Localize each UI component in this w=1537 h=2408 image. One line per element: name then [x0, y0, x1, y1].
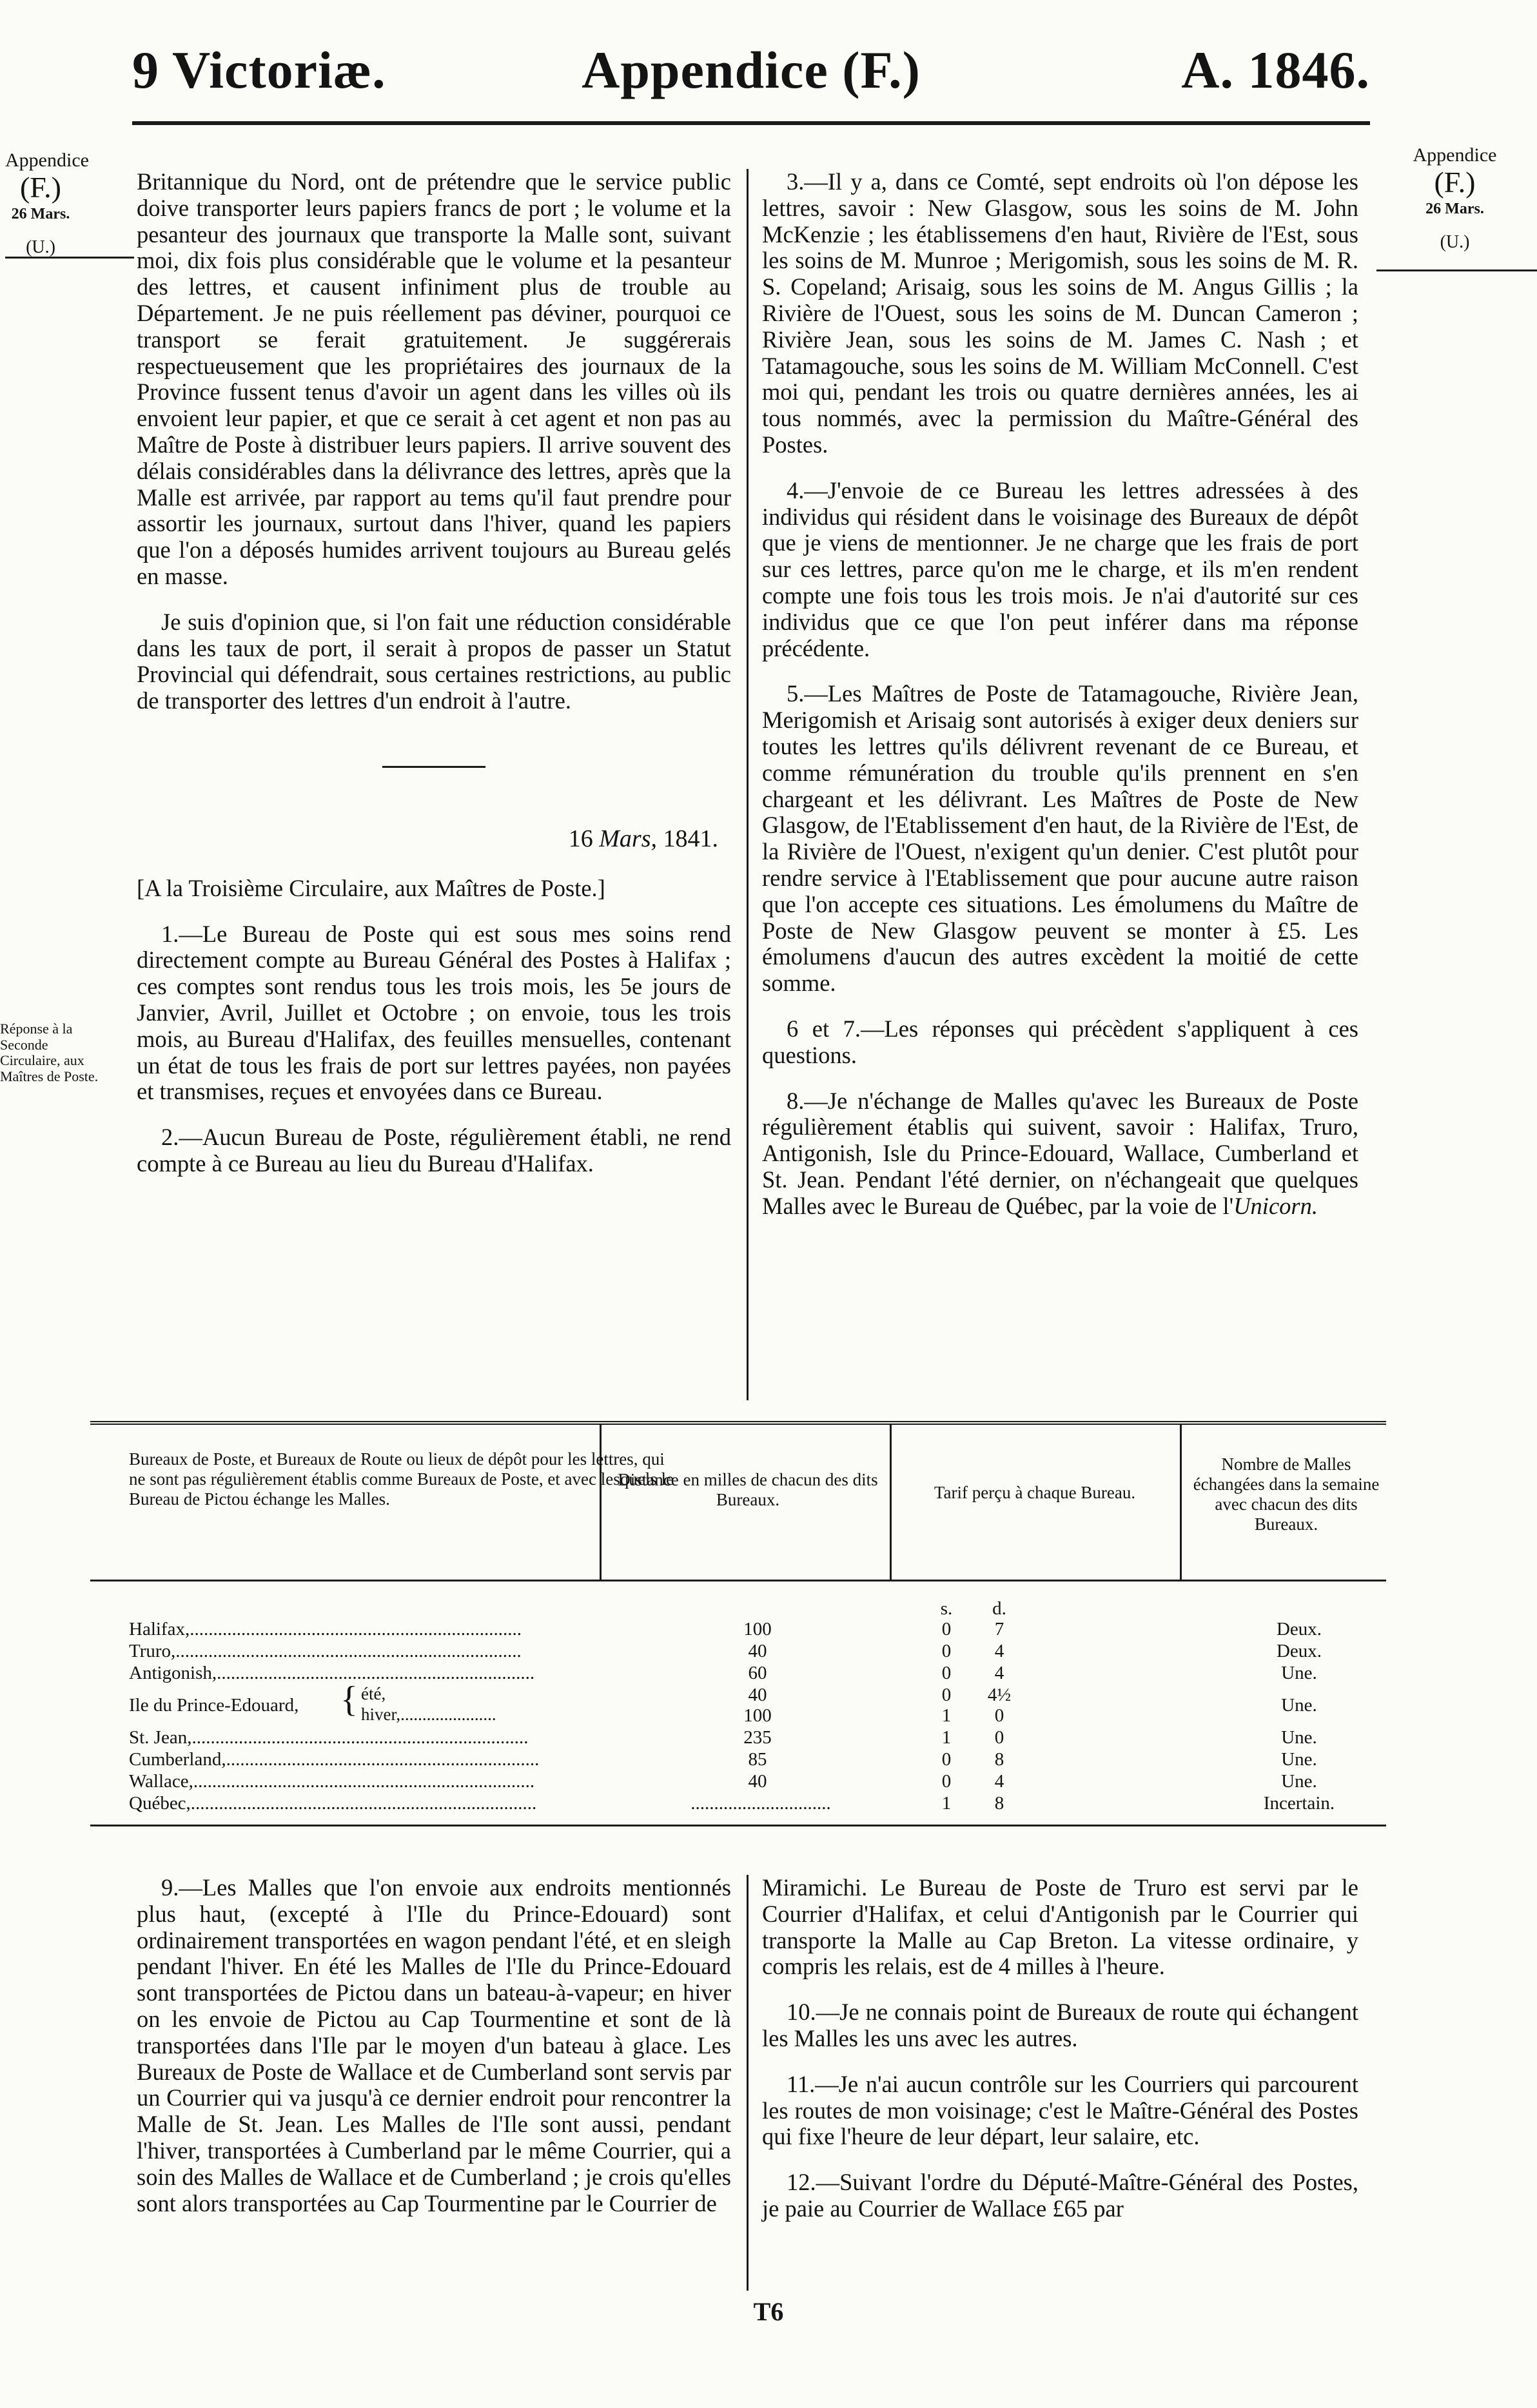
margin-right-rule [1376, 269, 1537, 271]
distance: 40 [748, 1771, 767, 1792]
paragraph: 11.—Je n'ai aucun contrôle sur les Courriers qui parcourent les routes de mon voisinage; c'est le Maître-Général des Postes qui fixe l'heure de leur départ, leur salaire, etc. [762, 2070, 1358, 2150]
season-summer: été, [361, 1684, 386, 1703]
margin-right-label: Appendice [1413, 144, 1497, 166]
table-row [90, 1662, 1386, 1684]
paragraph: 2.—Aucun Bureau de Poste, régulièrement établi, ne rend compte à ce Bureau au lieu du Bureau d'Halifax. [137, 1124, 731, 1177]
rate-shillings: 0 [941, 1663, 952, 1683]
distance: 40 [748, 1641, 767, 1661]
column-right-lower [762, 1875, 1358, 2242]
rate-pence: 8 [994, 1793, 1004, 1814]
paragraph: 1.—Le Bureau de Poste qui est sous mes soins rend directement compte au Bureau Général des Postes à Halifax ; ces comptes sont rendus tous les trois mois, les 5e jours de Janvier, Avril, Juillet et Octobre ; on envoie, tous les trois mois, au Bureau d'Halifax, des feuilles mensuelles, contenant un état de tous les frais de port sur lettres payées, non payées et transmises, reçues et envoyées dans ce Bureau. [137, 920, 731, 1105]
office-name: Truro,.......................................................................... [129, 1641, 522, 1661]
distance: 100 [743, 1705, 772, 1726]
date-day: 16 [568, 825, 600, 852]
header-rule [132, 121, 1370, 125]
header-title: Appendice (F.) [582, 41, 921, 99]
table-header-mails: Nombre de Malles échangées dans la semaine avec chacun des dits Bureaux. [1193, 1454, 1380, 1534]
distance: 100 [743, 1619, 772, 1640]
rate-shillings: 1 [941, 1705, 952, 1726]
table-bottom-rule [90, 1825, 1386, 1826]
rate-shillings: 1 [941, 1793, 952, 1814]
margin-left-rule [5, 257, 134, 259]
mails-per-week: Deux. [1276, 1619, 1322, 1640]
running-head [132, 40, 1370, 111]
table-row [90, 1770, 1386, 1792]
rate-shillings: 0 [941, 1619, 952, 1640]
table-row [90, 1705, 1386, 1727]
date-year: 1841. [657, 825, 718, 852]
rate-pence: 4 [994, 1663, 1004, 1683]
margin-left-letter: (U.) [26, 237, 55, 258]
mails-per-week: Une. [1281, 1771, 1317, 1792]
distance: .............................. [690, 1793, 831, 1814]
margin-right-date: 26 Mars. [1425, 200, 1484, 217]
table-row [90, 1792, 1386, 1814]
column-divider-lower [747, 1875, 749, 2291]
office-name: Québec,.......................................................................... [129, 1793, 537, 1814]
table-top-rule [90, 1421, 1386, 1425]
rate-pence: 8 [994, 1749, 1004, 1770]
table-header-rate: Tarif perçu à chaque Bureau. [934, 1483, 1136, 1502]
office-name: Cumberland,................................................................... [129, 1749, 540, 1770]
paragraph: Britannique du Nord, ont de prétendre que le service public doive transporter leurs papiers francs de port ; le volume et la pesanteur des journaux que transporte la Malle sont, suivant moi, dix fois plus considérable que le volume et la pesanteur des lettres, et causent infiniment plus de trouble au Département. Je ne puis réellement pas déviner, pourquoi ce transport se ferait gratuitement. Je suggérerais respectueusement que les propriétaires des journaux de la Province fussent tenus d'avoir un agent dans les villes où ils envoient leur papier, et que ce serait à cet agent et non pas au Maître de Poste à distribuer leurs papiers. Il arrive souvent des délais considérables dans la délivrance des lettres, après que la Malle est arrivée, par rapport au tems qu'il faut prendre pour assortir les journaux, surtout dans l'hiver, quand les papiers que l'on a déposés humides arrivent toujours au Bureau gelés en masse. [137, 168, 731, 589]
paragraph: 5.—Les Maîtres de Poste de Tatamagouche, Rivière Jean, Merigomish et Arisaig sont autorisés à exiger deux deniers sur toutes les lettres qu'ils délivrent revenant de ce Bureau, et comme rémunération du trouble qu'ils prennent en s'en chargeant et les délivrant. Les Maîtres de Poste de New Glasgow, de l'Etablissement d'en haut, de la Rivière de l'Est, de la Rivière de l'Ouest, n'exigent qu'un denier. C'est plutôt pour rendre service à l'Etablissement que pour aucune autre raison que l'on accepte ces situations. Les émolumens du Maître de Poste de New Glasgow peuvent se monter à £5. Les émolumens d'aucun des autres excèdent la moitié de cette somme. [762, 680, 1358, 997]
paragraph: 9.—Les Malles que l'on envoie aux endroits mentionnés plus haut, (excepté à l'Ile du Prince-Edouard) sont ordinairement transportées en wagon pendant l'été, et en sleigh pendant l'hiver. En été les Malles de l'Ile du Prince-Edouard sont transportées de Pictou dans un bateau-à-vapeur; en hiver on les envoie de Pictou au Cap Tourmentine et sont de là transportées dans l'Ile par le moyen d'un bateau à glace. Les Bureaux de Poste de Wallace et de Cumberland sont servis par un Courrier qui va jusqu'à ce dernier endroit pour rencontrer la Malle de St. Jean. Les Malles de l'Ile sont aussi, pendant l'hiver, transportées à Cumberland par le même Courrier, qui a soin des Malles de Wallace et de Cumberland ; je crois qu'elles sont alors transportées au Cap Tourmentine par le Courrier de [137, 1874, 731, 2217]
distance: 60 [748, 1663, 767, 1683]
mails-per-week: Une. [1281, 1663, 1317, 1683]
margin-note-right [1382, 144, 1527, 253]
mail-exchange-table [90, 1421, 1386, 1828]
page-folio: T6 [753, 2297, 784, 2326]
unit-pence: d. [992, 1598, 1006, 1619]
table-row [90, 1640, 1386, 1662]
section-separator [382, 766, 485, 768]
table-row [90, 1618, 1386, 1640]
circular-heading: [A la Troisième Circulaire, aux Maîtres de Poste.] [137, 874, 605, 901]
unit-shillings: s. [940, 1598, 953, 1619]
table-row [90, 1727, 1386, 1748]
office-name: Wallace,......................................................................... [129, 1771, 535, 1792]
distance: 40 [748, 1685, 767, 1705]
paragraph: 6 et 7.—Les réponses qui précèdent s'appliquent à ces questions. [762, 1015, 1358, 1068]
table-header-distance: Distance en milles de chacun des dits Bureaux. [618, 1470, 878, 1509]
season-winter: hiver,...................... [361, 1705, 496, 1724]
margin-right-letter: (U.) [1440, 232, 1470, 253]
rate-shillings: 0 [941, 1685, 952, 1705]
column-left-lower [137, 1875, 731, 2236]
margin-left-label: Appendice [5, 150, 89, 171]
margin-right-paren: (F.) [1434, 165, 1476, 199]
table-row [90, 1748, 1386, 1770]
mails-per-week: Une. [1281, 1727, 1317, 1748]
paragraph-text: 8.—Je n'échange de Malles qu'avec les Bureaux de Poste régulièrement établis qui suivent, savoir : Halifax, Truro, Antigonish, Isle du Prince-Edouard, Wallace, Cumberland et St. Jean. Pendant l'été dernier, on n'échangeait que quelques Malles avec le Bureau de Québec, par la voie de l' [762, 1087, 1358, 1219]
rate-pence: 4 [994, 1771, 1004, 1792]
table-column-divider [1180, 1425, 1182, 1580]
rate-shillings: 1 [941, 1727, 952, 1748]
rate-pence: 4 [994, 1641, 1004, 1661]
brace-glyph: { [340, 1679, 358, 1719]
rate-pence: 7 [994, 1619, 1004, 1640]
column-left-upper [137, 169, 731, 1197]
header-volume: 9 Victoriæ. [132, 41, 386, 99]
office-name: Halifax,....................................................................... [129, 1619, 522, 1640]
paragraph: Je suis d'opinion que, si l'on fait une réduction considérable dans les taux de port, il serait à propos de passer un Statut Provincial qui défendrait, sous certaines restrictions, au public de transporter des lettres d'un endroit à l'autre. [137, 608, 731, 714]
paragraph: Miramichi. Le Bureau de Poste de Truro est servi par le Courrier d'Halifax, et celui d'Antigonish par le Courrier qui transporte la Malle au Cap Breton. La vitesse ordinaire, y compris les relais, est de 4 milles à l'heure. [762, 1874, 1358, 1980]
paragraph: 3.—Il y a, dans ce Comté, sept endroits où l'on dépose les lettres, savoir : New Glasgow, sous les soins de M. John McKenzie ; les établissemens d'en haut, Rivière de l'Est, sous les soins de M. Munroe ; Merigomish, sous les soins de M. R. S. Copeland; Arisaig, sous les soins de M. Angus Gillis ; la Rivière de l'Ouest, sous les soins de M. Duncan Cameron ; Rivière Jean, sous les soins de M. James C. Nash ; et Tatamagouche, sous les soins de M. William McConnell. C'est moi qui, pendant les trois ou quatre dernières années, les ai tous nommés, avec la permission du Maître-Général des Postes. [762, 168, 1358, 458]
table-units-row [90, 1598, 1386, 1620]
table-header-offices: Bureaux de Poste, et Bureaux de Route ou lieux de dépôt pour les lettres, qui ne sont pas régulièrement établis comme Bureaux de Poste, et avec lesquels le Bureau de Pictou échange les Malles. [129, 1449, 674, 1509]
margin-left-date: 26 Mars. [11, 205, 70, 222]
paragraph [762, 1088, 1358, 1220]
side-note-reply: Réponse à la Seconde Circulaire, aux Maîtres de Poste. [0, 1021, 99, 1084]
office-name: Antigonish,.................................................................... [129, 1663, 535, 1683]
column-divider-upper [747, 169, 749, 1400]
ship-name: Unicorn. [1233, 1192, 1318, 1219]
margin-left-paren: (F.) [19, 170, 62, 204]
office-name: Ile du Prince-Edouard, [129, 1695, 299, 1716]
table-header-rule [90, 1580, 1386, 1581]
letter-date [137, 826, 731, 852]
header-year: A. 1846. [1181, 41, 1370, 99]
date-month: Mars, [599, 825, 657, 852]
rate-shillings: 0 [941, 1749, 952, 1770]
rate-pence: 0 [994, 1705, 1004, 1726]
mails-per-week: Une. [1281, 1749, 1317, 1770]
rate-shillings: 0 [941, 1641, 952, 1661]
distance: 235 [743, 1727, 772, 1748]
mails-per-week: Deux. [1276, 1641, 1322, 1661]
office-name: St. Jean,........................................................................ [129, 1727, 529, 1748]
mails-per-week: Incertain. [1263, 1793, 1335, 1814]
margin-note-left [5, 150, 89, 259]
rate-pence: 4½ [987, 1685, 1012, 1705]
distance: 85 [748, 1749, 767, 1770]
paragraph: 10.—Je ne connais point de Bureaux de route qui échangent les Malles les uns avec les autres. [762, 1999, 1358, 2051]
rate-pence: 0 [994, 1727, 1004, 1748]
paragraph: 4.—J'envoie de ce Bureau les lettres adressées à des individus qui résident dans le voisinage des Bureaux de dépôt que je viens de mentionner. Je ne charge que les frais de port sur ces lettres, parce qu'on me le charge, et ils m'en rendent compte une fois tous les trois mois. Je n'ai d'autorité sur ces individus que ce que l'on peut inférer dans ma réponse précédente. [762, 476, 1358, 661]
rate-shillings: 0 [941, 1771, 952, 1792]
column-right-upper [762, 169, 1358, 1238]
mails-per-week: Une. [1281, 1695, 1317, 1716]
paragraph: 12.—Suivant l'ordre du Député-Maître-Général des Postes, je paie au Courrier de Wallace £65 par [762, 2169, 1358, 2222]
